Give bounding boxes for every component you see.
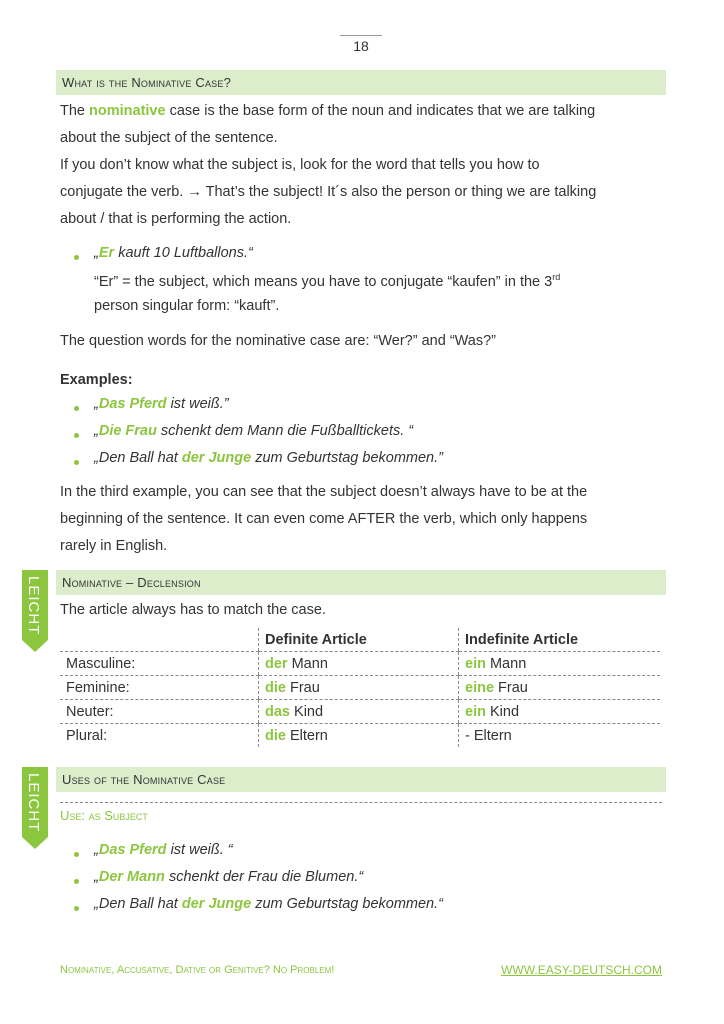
text: beginning of the sentence. It can even come AFTER the verb, which only happens <box>60 511 588 527</box>
table-row <box>60 676 660 700</box>
subject-highlight: Das Pferd <box>98 842 167 858</box>
section-header-declension <box>56 570 666 595</box>
definite-cell <box>259 724 459 748</box>
section-title: What is the Nominative Case? <box>62 75 232 90</box>
example-er <box>94 245 253 261</box>
row-label: Masculine: <box>60 652 259 676</box>
bullet-icon <box>74 433 79 438</box>
subject-highlight: Die Frau <box>98 423 157 439</box>
example-note <box>94 272 560 290</box>
paragraph-third-example <box>60 479 587 560</box>
text: zum Geburtstag bekommen.” <box>251 450 443 466</box>
article: eine <box>465 679 495 696</box>
example-note-2: person singular form: “kauft”. <box>94 298 280 314</box>
text: about / that is performing the action. <box>60 211 292 227</box>
row-label: Neuter: <box>60 700 259 724</box>
bullet-icon <box>74 852 79 857</box>
example-2 <box>94 423 413 439</box>
table-header-definite: Definite Article <box>259 628 459 652</box>
noun: Kind <box>290 703 324 720</box>
subject-highlight: Er <box>98 245 115 261</box>
subject-highlight: Das Pferd <box>98 396 167 412</box>
bullet-icon <box>74 460 79 465</box>
section-title: Nominative – Declension <box>62 575 201 590</box>
noun: Mann <box>485 655 527 672</box>
article: die <box>265 679 286 696</box>
question-words: The question words for the nominative case are: “Wer?” and “Was?” <box>60 333 496 349</box>
noun: Kind <box>485 703 520 720</box>
use-example-1 <box>94 842 233 858</box>
article: die <box>265 727 286 744</box>
page-number-rule <box>340 35 382 36</box>
text: kauft 10 Luftballons.“ <box>114 245 253 261</box>
bullet-icon <box>74 879 79 884</box>
footer-title: Nominative, Accusative, Dative or Genitive? No Problem! <box>60 964 335 976</box>
example-1 <box>94 396 229 412</box>
quote-open: „ <box>94 423 99 439</box>
noun: Frau <box>494 679 528 696</box>
subsection-title: Use: as Subject <box>60 808 148 823</box>
table-header-cell <box>60 628 259 652</box>
text: “Er” = the subject, which means you have to conjugate “kaufen” in the 3 <box>94 273 553 290</box>
declension-table <box>60 628 660 747</box>
level-tab-leicht <box>22 570 48 640</box>
row-label: Plural: <box>66 727 108 744</box>
quote-open: „ <box>94 842 99 858</box>
level-tab-leicht <box>22 767 48 837</box>
section-header-uses <box>56 767 666 792</box>
article: das <box>265 703 290 720</box>
footer-website-link[interactable]: WWW.EASY-DEUTSCH.COM <box>501 963 662 977</box>
use-example-2 <box>94 869 363 885</box>
indefinite-cell <box>459 700 661 724</box>
subject-highlight: der Junge <box>181 896 252 912</box>
text: Den Ball hat <box>98 450 182 466</box>
use-example-3 <box>94 896 443 912</box>
term-nominative: nominative <box>89 103 166 119</box>
table-header-indefinite: Indefinite Article <box>459 628 661 652</box>
noun: - Eltern <box>465 727 512 744</box>
level-label: LEICHT <box>25 773 42 833</box>
noun: Eltern <box>285 727 328 744</box>
text: In the third example, you can see that the subject doesn’t always have to be at the <box>60 484 588 500</box>
text: about the subject of the sentence. <box>60 130 278 146</box>
noun: Frau <box>285 679 320 696</box>
level-label: LEICHT <box>25 576 42 636</box>
article: der <box>265 655 288 672</box>
text: Den Ball hat <box>98 896 182 912</box>
text: If you don’t know what the subject is, look for the word that tells you how to <box>60 157 540 173</box>
text: schenkt der Frau die Blumen.“ <box>164 869 364 885</box>
paragraph-definition <box>60 98 596 233</box>
text: schenkt dem Mann die Fußballtickets. “ <box>156 423 414 439</box>
definite-cell <box>259 700 459 724</box>
bullet-icon <box>74 406 79 411</box>
text: zum Geburtstag bekommen.“ <box>251 896 443 912</box>
text: rarely in English. <box>60 538 168 554</box>
quote-open: „ <box>94 396 99 412</box>
definite-cell <box>259 676 459 700</box>
examples-heading: Examples: <box>60 372 133 388</box>
text: ist weiß.” <box>166 396 229 412</box>
table-header-row <box>60 628 660 652</box>
indefinite-cell <box>459 724 661 748</box>
text: The <box>60 103 90 119</box>
quote-open: „ <box>94 245 99 261</box>
quote-open: „ <box>94 450 99 466</box>
article: ein <box>465 703 486 720</box>
table-row <box>60 700 660 724</box>
divider <box>60 802 662 803</box>
superscript: rd <box>552 272 561 282</box>
row-label: Feminine: <box>60 676 259 700</box>
subject-highlight: der Junge <box>181 450 252 466</box>
definite-cell <box>259 652 459 676</box>
table-row <box>60 652 660 676</box>
article: ein <box>465 655 486 672</box>
example-3 <box>94 450 443 466</box>
text: conjugate the verb. → That’s the subject! It´s also the person or thing we are talking <box>60 184 597 200</box>
section-header-nominative <box>56 70 666 95</box>
bullet-icon <box>74 906 79 911</box>
section-title: Uses of the Nominative Case <box>62 772 226 787</box>
indefinite-cell <box>459 652 661 676</box>
quote-open: „ <box>94 896 99 912</box>
quote-open: „ <box>94 869 99 885</box>
page-number: 18 <box>353 38 369 54</box>
subject-highlight: Der Mann <box>98 869 165 885</box>
text: case is the base form of the noun and indicates that we are talking <box>165 103 596 119</box>
indefinite-cell <box>459 676 661 700</box>
noun: Mann <box>287 655 328 672</box>
table-row <box>60 724 660 748</box>
declension-intro: The article always has to match the case. <box>60 602 326 618</box>
text: ist weiß. “ <box>166 842 233 858</box>
bullet-icon <box>74 255 79 260</box>
